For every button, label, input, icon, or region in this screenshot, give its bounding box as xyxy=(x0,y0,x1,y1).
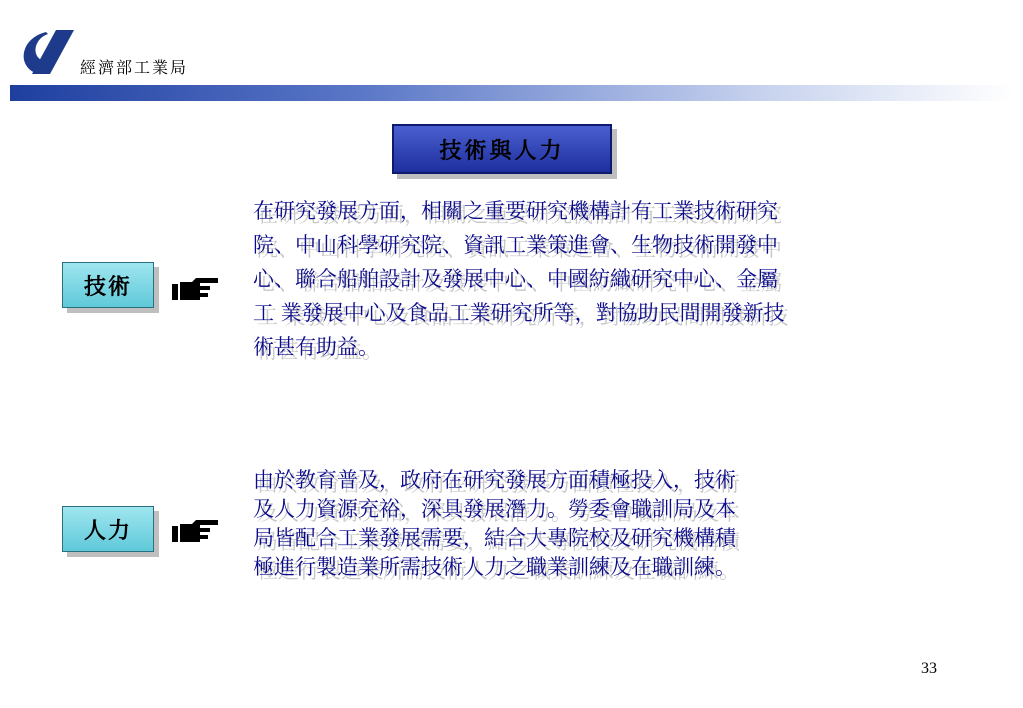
text-line: 心、聯合船舶設計及發展中心、中國紡織研究中心、金屬 xyxy=(253,267,778,291)
ministry-logo-icon xyxy=(16,26,78,78)
technology-paragraph xyxy=(253,194,785,364)
text-line: 在研究發展方面，相關之重要研究機構計有工業技術研究 xyxy=(253,199,778,223)
slide-title: 技術與人力 xyxy=(392,124,612,174)
text-line: 工 業發展中心及食品工業研究所等，對協助民間開發新技 xyxy=(253,301,785,325)
manpower-label: 人力 xyxy=(62,506,154,552)
text-line: 術甚有助益。 xyxy=(253,335,379,359)
organization-name: 經濟部工業局 xyxy=(80,58,189,77)
pointing-hand-icon xyxy=(170,276,220,304)
text-line: 院、中山科學研究院、資訊工業策進會、生物技術開發中 xyxy=(253,233,778,257)
page-number: 33 xyxy=(921,660,937,677)
header-gradient-bar xyxy=(10,85,1013,101)
text-line: 由於教育普及，政府在研究發展方面積極投入，技術 xyxy=(253,468,736,492)
technology-label: 技術 xyxy=(62,262,154,308)
text-line: 及人力資源充裕，深具發展潛力。勞委會職訓局及本 xyxy=(253,497,736,521)
text-line: 極進行製造業所需技術人力之職業訓練及在職訓練。 xyxy=(253,555,736,579)
pointing-hand-icon xyxy=(170,518,220,546)
text-line: 局皆配合工業發展需要，結合大專院校及研究機構積 xyxy=(253,526,736,550)
manpower-paragraph xyxy=(253,466,736,582)
